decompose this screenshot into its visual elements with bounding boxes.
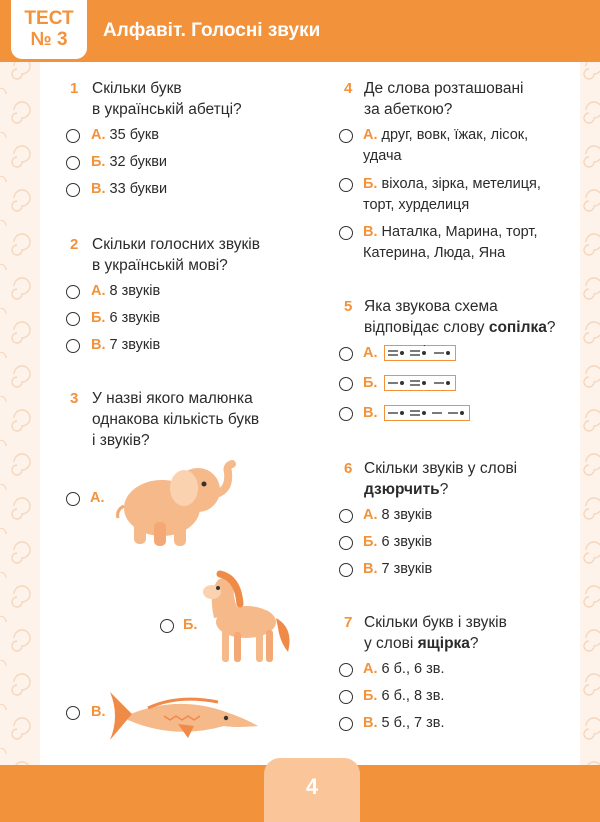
- question-5-line: Яка звукова схема: [364, 298, 498, 315]
- q1-option-b-radio[interactable]: [66, 156, 80, 170]
- q5-option-c-radio[interactable]: [339, 407, 353, 421]
- q5-option-a[interactable]: [363, 343, 378, 364]
- option-text: 32 букви: [109, 154, 168, 170]
- sound-scheme-symbols: [384, 345, 456, 361]
- question-5-number: 5: [344, 298, 353, 315]
- q5-option-b-radio[interactable]: [339, 377, 353, 391]
- q6-option-c-radio[interactable]: [339, 563, 353, 577]
- option-letter: В.: [363, 405, 378, 421]
- sound-scheme-symbols: [384, 375, 456, 391]
- sturgeon-fish-picture: [108, 686, 260, 752]
- q5-option-c-sound-scheme: [384, 405, 470, 421]
- question-1-text: [92, 78, 242, 120]
- option-text: 35 букв: [109, 127, 159, 143]
- option-letter: А.: [363, 507, 378, 523]
- option-text: Наталка, Марина, торт,: [381, 224, 538, 240]
- page-number: 4: [305, 774, 319, 799]
- option-text: 5 б., 7 зв.: [381, 715, 445, 731]
- option-text: 33 букви: [109, 181, 168, 197]
- elephant-picture: [112, 456, 240, 548]
- question-1-line: в українській абетці?: [92, 101, 242, 118]
- horse-picture: [198, 568, 294, 668]
- badge-test-number: № 3: [30, 29, 68, 50]
- q6-option-a-radio[interactable]: [339, 509, 353, 523]
- question-4-text: [364, 78, 523, 120]
- q7-option-b-radio[interactable]: [339, 690, 353, 704]
- q3-option-a-radio[interactable]: [66, 492, 80, 506]
- test-badge: [8, 0, 90, 62]
- q3-option-c[interactable]: [91, 702, 106, 723]
- question-7-number: 7: [344, 614, 353, 631]
- option-letter: В.: [363, 561, 378, 577]
- q6-option-a[interactable]: [363, 505, 432, 526]
- question-6-text: [364, 458, 517, 500]
- option-letter: Б.: [363, 688, 378, 704]
- page-title: Алфавіт. Голосні звуки: [103, 20, 321, 41]
- option-letter: А.: [90, 490, 105, 506]
- option-letter: Б.: [183, 617, 198, 633]
- q1-option-b[interactable]: [91, 152, 167, 173]
- question-2-number: 2: [70, 236, 79, 253]
- q4-option-b[interactable]: [363, 174, 541, 216]
- q7-option-c-radio[interactable]: [339, 717, 353, 731]
- question-1-line: Скільки букв: [92, 80, 182, 97]
- question-4-line: за абеткою?: [364, 101, 453, 118]
- option-text: торт, хурделиця: [363, 197, 470, 213]
- sound-scheme-symbols: [384, 405, 470, 421]
- option-letter: А.: [363, 127, 378, 143]
- option-text: 7 звуків: [381, 561, 433, 577]
- question-7-keyword: ящірка: [417, 635, 470, 652]
- option-letter: В.: [91, 337, 106, 353]
- q4-option-b-radio[interactable]: [339, 178, 353, 192]
- question-2-line: в українській мові?: [92, 257, 228, 274]
- q2-option-c-radio[interactable]: [66, 339, 80, 353]
- option-text: віхола, зірка, метелиця,: [381, 176, 541, 192]
- q7-option-a-radio[interactable]: [339, 663, 353, 677]
- option-text: 6 звуків: [381, 534, 433, 550]
- option-text: 6 б., 8 зв.: [381, 688, 445, 704]
- option-letter: В.: [363, 224, 378, 240]
- option-letter: Б.: [363, 176, 378, 192]
- badge-test-label: ТЕСТ: [24, 8, 74, 29]
- question-6-keyword: дзюрчить: [364, 481, 440, 498]
- option-letter: А.: [363, 345, 378, 361]
- option-letter: В.: [91, 181, 106, 197]
- option-text: 8 звуків: [381, 507, 433, 523]
- q6-option-b[interactable]: [363, 532, 432, 553]
- q2-option-b-radio[interactable]: [66, 312, 80, 326]
- q6-option-b-radio[interactable]: [339, 536, 353, 550]
- q2-option-c[interactable]: [91, 335, 160, 356]
- question-7-line: Скільки букв і звуків: [364, 614, 507, 631]
- question-3-line: і звуків?: [92, 432, 150, 449]
- q1-option-a[interactable]: [91, 125, 159, 146]
- option-text: 7 звуків: [109, 337, 161, 353]
- question-3-line: У назві якого малюнка: [92, 390, 253, 407]
- question-5-text: [364, 296, 555, 338]
- q3-option-b[interactable]: [183, 615, 197, 636]
- q7-option-a[interactable]: [363, 659, 445, 680]
- option-letter: Б.: [363, 534, 378, 550]
- question-2-line: Скільки голосних звуків: [92, 236, 260, 253]
- q1-option-c[interactable]: [91, 179, 167, 200]
- q4-option-a-radio[interactable]: [339, 129, 353, 143]
- q6-option-c[interactable]: [363, 559, 432, 580]
- question-6-line: Скільки звуків у слові: [364, 460, 518, 477]
- option-letter: А.: [91, 127, 106, 143]
- question-5-line: відповідає слову: [364, 319, 489, 336]
- question-1-number: 1: [70, 80, 79, 97]
- q7-option-c[interactable]: [363, 713, 445, 734]
- question-3-text: [92, 388, 259, 451]
- option-letter: Б.: [91, 154, 106, 170]
- question-2-text: [92, 234, 260, 276]
- option-text: 6 звуків: [109, 310, 161, 326]
- q5-option-b-sound-scheme: [384, 375, 456, 391]
- q2-option-a[interactable]: [91, 281, 160, 302]
- option-text: удача: [363, 148, 402, 164]
- q3-option-a[interactable]: [90, 488, 105, 509]
- q5-option-c[interactable]: [363, 403, 378, 424]
- q2-option-b[interactable]: [91, 308, 160, 329]
- question-7-suffix: ?: [469, 635, 479, 652]
- question-6-suffix: ?: [439, 481, 449, 498]
- q5-option-a-sound-scheme: [384, 345, 456, 361]
- q2-option-a-radio[interactable]: [66, 285, 80, 299]
- question-5-keyword: сопілка: [488, 319, 547, 336]
- q7-option-b[interactable]: [363, 686, 444, 707]
- question-6-number: 6: [344, 460, 353, 477]
- option-letter: В.: [363, 715, 378, 731]
- question-7-text: [364, 612, 507, 654]
- option-letter: Б.: [363, 375, 378, 391]
- question-3-line: однакова кількість букв: [92, 411, 260, 428]
- question-4-line: Де слова розташовані: [364, 80, 524, 97]
- option-letter: А.: [363, 661, 378, 677]
- option-text: друг, вовк, їжак, лісок,: [381, 127, 529, 143]
- option-letter: А.: [91, 283, 106, 299]
- option-text: Катерина, Люда, Яна: [363, 245, 506, 261]
- q1-option-c-radio[interactable]: [66, 183, 80, 197]
- q1-option-a-radio[interactable]: [66, 129, 80, 143]
- q4-option-c[interactable]: [363, 222, 537, 264]
- question-5-suffix: ?: [546, 319, 556, 336]
- q5-option-b[interactable]: [363, 373, 377, 394]
- option-text: 8 звуків: [109, 283, 161, 299]
- q4-option-c-radio[interactable]: [339, 226, 353, 240]
- q3-option-b-radio[interactable]: [160, 619, 174, 633]
- option-letter: Б.: [91, 310, 106, 326]
- q4-option-a[interactable]: [363, 125, 528, 167]
- q3-option-c-radio[interactable]: [66, 706, 80, 720]
- question-4-number: 4: [344, 80, 353, 97]
- option-text: 6 б., 6 зв.: [381, 661, 445, 677]
- option-letter: В.: [91, 704, 106, 720]
- question-7-line: у слові: [364, 635, 418, 652]
- q5-option-a-radio[interactable]: [339, 347, 353, 361]
- question-3-number: 3: [70, 390, 79, 407]
